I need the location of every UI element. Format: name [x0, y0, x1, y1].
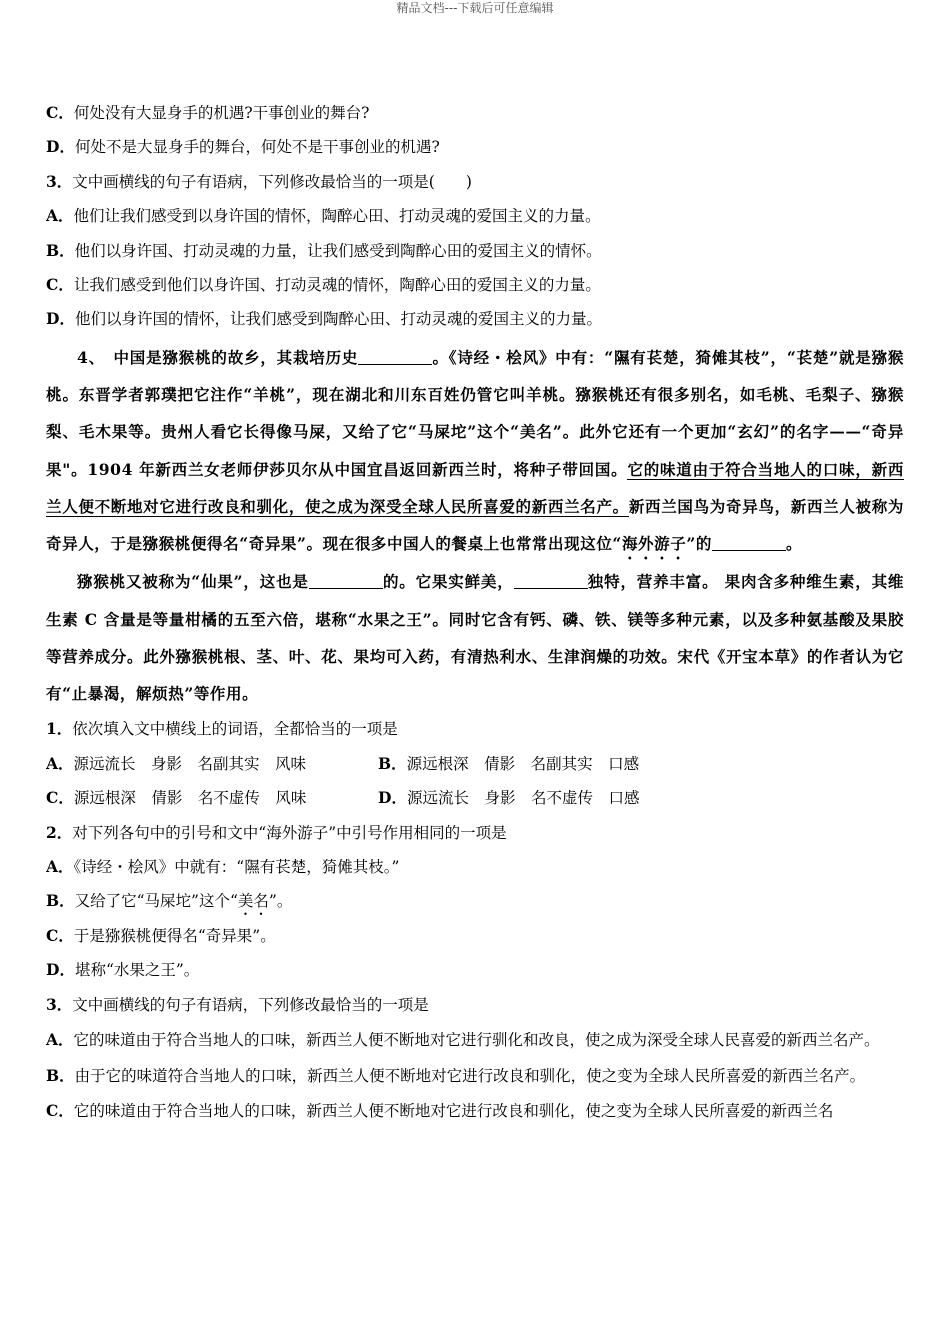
q2-option-a: [46, 850, 904, 884]
question-3: [46, 165, 904, 199]
passage-text: 猕猴桃又被称为“仙果”，这也是: [77, 572, 309, 592]
passage-text: 4、 中国是猕猴桃的故乡，其栽培历史: [77, 347, 359, 367]
option-label: C．: [46, 788, 74, 808]
option-text: 由于它的味道符合当地人的口味，新西兰人便不断地对它进行改良和驯化，使之变为全球人民所喜爱的新西兰名产。: [74, 1066, 866, 1085]
option-label: D．: [46, 137, 75, 157]
option-text: ”。: [268, 892, 293, 911]
q1-option-a: [46, 747, 306, 781]
question-text: 依次填入文中横线上的词语，全都恰当的一项是: [72, 720, 398, 739]
passage-text: 独特，营养丰富。 果肉含多种维生素，其维生素 C 含量是等量柑橘的五至六倍，堪称“水果之王”。同时它含有钙、磷、铁、镁等多种元素，以及多种氨基酸及果胶等营养成分。此外猕猴桃根、茎、叶、花、果均可入药，有清热利水、生津润燥的功效。宋代《开宝本草》的作者认为它有“止暴渴，解烦热”等作用。: [46, 572, 904, 704]
question-1: [46, 712, 904, 746]
passage-text: ”的: [686, 534, 712, 554]
option-text: 它的味道由于符合当地人的口味，新西兰人便不断地对它进行驯化和改良，使之成为深受全球人民喜爱的新西兰名产。: [73, 1030, 880, 1049]
q1-option-d: [378, 781, 639, 815]
option-text: 源远流长 身影 名副其实 风味: [73, 754, 307, 773]
option-label: D．: [378, 788, 407, 808]
option-text: 源远流长 身影 名不虚传 口感: [406, 789, 640, 808]
question-text: 对下列各句中的引号和文中“海外游子”中引号作用相同的一项是: [72, 823, 507, 842]
option-label: C．: [46, 103, 74, 122]
q3-option-b: [46, 234, 904, 268]
document-body: [46, 96, 904, 1128]
q2-option-b: [46, 884, 904, 918]
option-label: B．: [46, 240, 75, 260]
fill-blank: [712, 534, 786, 551]
option-label: A．: [46, 1029, 74, 1049]
question-number: 3．: [46, 994, 73, 1014]
question-3b: [46, 988, 904, 1022]
passage-text: 。《诗经・桧风》中有：“隰有苌楚，猗傩其枝”，“苌楚”就是猕猴桃。东晋学者郭璞把它注作“羊桃”，现在湖北和川东百姓仍管它叫羊桃。猕猴桃还有很多别名，如毛桃、毛梨子、猕猴梨、毛木果等。贵州人看它长得像马屎，又给了它“马屎坨”这个“美名”。此外它还有一个更加“玄幻”的名字——“奇异果"。1904 年新西兰女老师伊莎贝尔从中国宜昌返回新西兰时，将种子带回国。: [46, 347, 904, 479]
fill-blank: [309, 572, 383, 589]
option-label: D．: [46, 309, 75, 329]
q1-options-row-2: [46, 781, 904, 815]
fill-blank: [358, 348, 432, 365]
q3-option-d: [46, 302, 904, 336]
option-text: 他们让我们感受到以身许国的情怀，陶醉心田、打动灵魂的爱国主义的力量。: [73, 207, 601, 226]
q3b-option-a: [46, 1022, 904, 1058]
option-text: 又给了它“马屎坨”这个“: [74, 892, 238, 911]
option-text: 让我们感受到他们以身许国、打动灵魂的情怀，陶醉心田的爱国主义的力量。: [73, 275, 601, 294]
fill-blank: [514, 572, 588, 589]
question-number: 3．: [46, 171, 73, 191]
option-text: 《诗经・桧风》中就有：“隰有苌楚，猗傩其枝。”: [73, 857, 400, 876]
question-number: 1．: [46, 719, 73, 739]
q3-option-a: [46, 199, 904, 233]
question-text: 文中画横线的句子有语病，下列修改最恰当的一项是: [72, 995, 429, 1014]
option-label: C．: [46, 925, 74, 945]
option-text: 堪称“水果之王”。: [74, 961, 200, 980]
question-text: 文中画横线的句子有语病，下列修改最恰当的一项是( ): [72, 172, 472, 191]
page-header: 精品文档---下载后可任意编辑: [396, 1, 554, 15]
q3b-option-b: [46, 1058, 904, 1094]
option-label: A．: [46, 206, 74, 226]
passage-paragraph-1: [46, 339, 904, 563]
option-c: [46, 96, 904, 130]
q3b-option-c: [46, 1094, 904, 1128]
option-label: A．: [46, 856, 74, 876]
option-text: 何处不是大显身手的舞台，何处不是干事创业的机遇?: [74, 138, 440, 157]
q2-option-c: [46, 919, 904, 953]
dotted-phrase: 美名: [237, 892, 269, 911]
option-text: 源远根深 倩影 名不虚传 风味: [73, 789, 307, 808]
passage-text: 新西兰国鸟为奇异鸟，新西兰人被称为奇异人，于是猕猴桃便得名“奇异果”。现在很多中国人的餐桌上也常常出现这位“: [46, 496, 905, 554]
option-text: 于是猕猴桃便得名“奇异果”。: [73, 926, 276, 945]
option-text: 它的味道由于符合当地人的口味，新西兰人便不断地对它进行改良和驯化，使之变为全球人民所喜爱的新西兰名: [73, 1101, 834, 1120]
q1-option-b: [378, 747, 639, 781]
underlined-sentence: 它的味道由于符合当地人的口味，新西兰人便不断地对它进行改良和驯化，使之成为深受全球人民所喜爱的新西兰名产。: [46, 459, 904, 516]
question-number: 2．: [46, 822, 73, 842]
option-label: A．: [46, 753, 74, 773]
passage-paragraph-2: [46, 563, 904, 712]
option-text: 源远根深 倩影 名副其实 口感: [406, 754, 640, 773]
option-label: B．: [46, 891, 75, 911]
option-label: B．: [46, 1065, 75, 1085]
option-label: C．: [46, 1100, 74, 1120]
q3-option-c: [46, 268, 904, 302]
option-text: 何处没有大显身手的机遇?干事创业的舞台?: [73, 104, 370, 122]
q1-options-row-1: [46, 747, 904, 781]
passage-text: 。: [785, 534, 803, 554]
option-d: [46, 130, 904, 164]
option-text: 他们以身许国的情怀，让我们感受到陶醉心田、打动灵魂的爱国主义的力量。: [74, 310, 602, 329]
option-label: D．: [46, 960, 75, 980]
q1-option-c: [46, 781, 306, 815]
option-text: 他们以身许国、打动灵魂的力量，让我们感受到陶醉心田的爱国主义的情怀。: [74, 241, 602, 260]
option-label: C．: [46, 274, 74, 294]
option-label: B．: [378, 753, 407, 773]
q2-option-d: [46, 953, 904, 987]
question-2: [46, 816, 904, 850]
passage-text: 的。它果实鲜美，: [382, 572, 514, 592]
dotted-phrase: 海外游子: [621, 534, 687, 554]
